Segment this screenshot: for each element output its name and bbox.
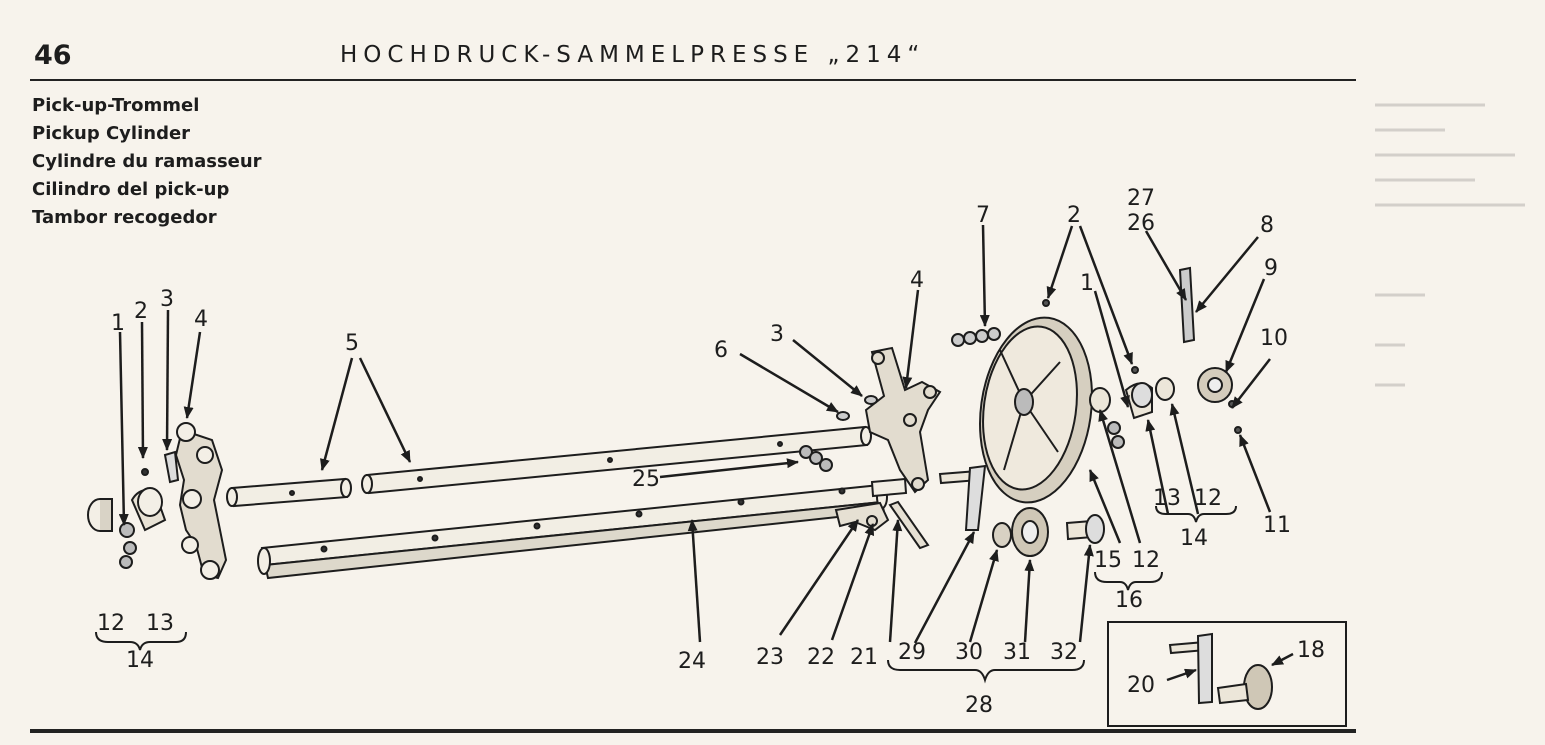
callout-12-right: 12 [1194, 486, 1222, 511]
callout-2-right: 2 [1067, 203, 1081, 228]
page-number: 46 [34, 40, 72, 71]
caption-spanish: Tambor recogedor [32, 207, 217, 228]
callout-8: 8 [1260, 213, 1274, 238]
callout-6: 6 [714, 338, 728, 363]
callout-23: 23 [756, 645, 784, 670]
left-bearing-parts [88, 423, 226, 579]
callout-31: 31 [1003, 640, 1031, 665]
callout-25: 25 [632, 467, 660, 492]
callout-4-right: 4 [910, 268, 924, 293]
callout-4-left: 4 [194, 307, 208, 332]
callout-16: 16 [1115, 588, 1143, 613]
callout-21: 21 [850, 645, 878, 670]
callout-14-right: 14 [1180, 526, 1208, 551]
callout-20: 20 [1127, 673, 1155, 698]
caption-italian: Cilindro del pick-up [32, 179, 230, 200]
footer-rule [30, 729, 1356, 733]
callout-3-right: 3 [770, 322, 784, 347]
callout-26: 26 [1127, 211, 1155, 236]
callout-15: 15 [1094, 548, 1122, 573]
callout-2-left: 2 [134, 299, 148, 324]
caption-german: Pick-up-Trommel [32, 95, 200, 116]
callout-13-left: 13 [146, 611, 174, 636]
callout-12-left: 12 [97, 611, 125, 636]
callout-3-left: 3 [160, 287, 174, 312]
callout-14-left: 14 [126, 648, 154, 673]
page-title: HOCHDRUCK-SAMMELPRESSE „214“ [340, 42, 926, 68]
callout-18: 18 [1297, 638, 1325, 663]
callout-9: 9 [1264, 256, 1278, 281]
callout-1-right: 1 [1080, 271, 1094, 296]
callout-1-left: 1 [111, 311, 125, 336]
callout-30: 30 [955, 640, 983, 665]
callout-11: 11 [1263, 513, 1291, 538]
callout-22: 22 [807, 645, 835, 670]
caption-french: Cylindre du ramasseur [32, 151, 262, 172]
callout-24: 24 [678, 649, 706, 674]
callout-5: 5 [345, 331, 359, 356]
caption-english: Pickup Cylinder [32, 123, 191, 144]
callout-28: 28 [965, 693, 993, 718]
callout-10: 10 [1260, 326, 1288, 351]
drive-wheel-assembly [940, 310, 1104, 556]
callout-27: 27 [1127, 186, 1155, 211]
callout-12-lower: 12 [1132, 548, 1160, 573]
callout-13-right: 13 [1153, 486, 1181, 511]
callout-29: 29 [898, 640, 926, 665]
callout-32: 32 [1050, 640, 1078, 665]
inset-parts [1170, 634, 1272, 709]
callout-7: 7 [976, 203, 990, 228]
